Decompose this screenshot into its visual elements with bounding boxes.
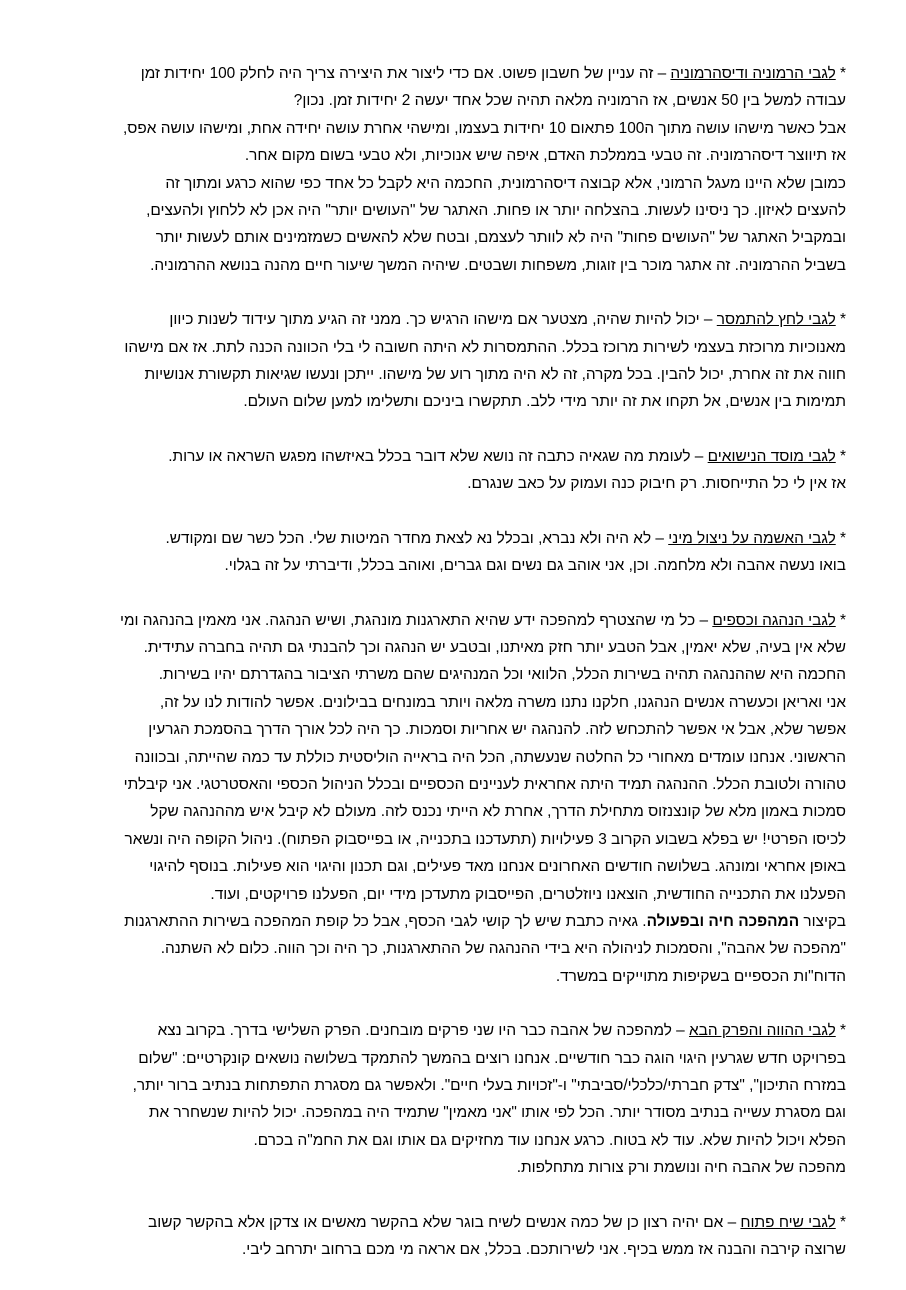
text-line — [90, 1045, 846, 1072]
text-line — [90, 908, 846, 935]
text-line — [90, 689, 846, 716]
text-line — [90, 881, 846, 908]
text-run: אני ואריאן וכעשרה אנשים הנהגנו, חלקנו נתנו משרה מלאה ויותר במונחים בבילונים. אפשר להודות לנו על זה, — [159, 693, 846, 711]
text-run: * — [835, 1022, 846, 1040]
text-line — [90, 443, 846, 470]
text-run: בקיצור — [799, 912, 846, 930]
text-run: . גאיה כתבת שיש לך קושי לגבי הכסף, אבל כל קופת המהפכה בשירות ההתארגנות — [124, 912, 647, 930]
section-heading: לגבי שיח פתוח — [740, 1213, 836, 1231]
text-line — [90, 1236, 846, 1263]
text-line — [90, 1209, 846, 1236]
text-line — [90, 826, 846, 853]
document-section — [90, 525, 846, 580]
text-line — [90, 771, 846, 798]
text-run: אז תיווצר דיסהרמוניה. זה טבעי בממלכת האדם, איפה שיש אנוכיות, ולא טבעי בשום מקום אחר. — [244, 147, 846, 165]
text-run: וגם מסגרת עשייה בנתיב מסודר יותר. הכל לפי אותו "אני מאמין" שתמיד היה במהפכה. יכול להיות שנשחרר את — [148, 1104, 846, 1122]
document-section — [90, 1209, 846, 1264]
text-run: הפעלנו את התכנייה החודשית, הוצאנו ניוזלטרים, הפייסבוק מתעדכן מידי יום, הפעלנו פרויקטים, ועוד. — [210, 885, 846, 903]
text-run: במזרח התיכון", "צדק חברתי/כלכלי/סביבתי" ו-"זכויות בעלי חיים". ולאפשר גם מסגרת התפתחות בנתיב ברור יותר, — [132, 1077, 846, 1094]
text-run: להעצים לאיזון. כך ניסינו לעשות. בהצלחה יותר או פחות. האתגר של "העושים יותר" היה אכן לא ללחוץ ולהעצים, — [146, 202, 846, 220]
text-line — [90, 1072, 846, 1099]
text-run: חווה את זה אחרת, יכול להבין. בכל מקרה, זה לא היה מתוך רוע של מישהו. ייתכן ונעשו שגיאות תקשורת אנושיות — [144, 366, 846, 384]
document-section — [90, 60, 846, 279]
section-heading: לגבי ההווה והפרק הבא — [689, 1022, 836, 1040]
text-run: – אם יהיה רצון כן של כמה אנשים לשיח בוגר שלא בהקשר מאשים או צדקן אלא בהקשר קשוב — [148, 1213, 741, 1231]
text-line — [90, 1017, 846, 1044]
text-run: הראשוני. אנחנו עומדים מאחורי כל החלטה שנעשתה, הכל היה בראייה הוליסטית כוללת עד כמה שהייתה, ובכוונה — [134, 748, 846, 766]
text-run: – יכול להיות שהיה, מצטער אם מישהו הרגיש כך. ממני זה הגיע מתוך עידוד לשנות כיוון — [169, 311, 717, 329]
text-line — [90, 252, 846, 279]
section-heading: לגבי מוסד הנישואים — [707, 447, 836, 465]
text-line — [90, 552, 846, 579]
text-line — [90, 60, 846, 87]
text-run: – לעומת מה שגאיה כתבה זה נושא שלא דובר בכלל באיזשהו מפגש השראה או ערות. — [168, 447, 708, 465]
text-line — [90, 87, 846, 114]
text-run: בפרויקט חדש שגרעין היגוי הוגה כבר חודשיים. אנחנו רוצים בהמשך להתמקד בשלושה נושאים קונקרטיים: "שלום — [138, 1049, 846, 1067]
text-line — [90, 525, 846, 552]
document-section — [90, 306, 846, 416]
bold-text: המהפכה חיה ובפעולה — [646, 912, 800, 930]
text-line — [90, 634, 846, 661]
text-line — [90, 115, 846, 142]
document-page — [90, 60, 846, 1290]
text-run: אפשר שלא, אבל אי אפשר להתכחש לזה. להנהגה יש אחריות וסמכות. כך היה לכל אורך הדרך בהסמכת הגרעין — [148, 721, 846, 739]
text-run: באופן אחראי ומונהג. בשלושה חודשים האחרונים אנחנו מאד פעילים, וגם תכנון והיגוי הוא פעילות. בנוסף להיגוי — [149, 858, 846, 876]
text-run: טהורה ולטובת הכלל. ההנהגה תמיד היתה אחראית לעניינים הכספיים ובכלל הניהול הכספי והאסטרטגי. אני קיבלתי — [123, 775, 846, 793]
text-line — [90, 1099, 846, 1126]
text-run: תמימות בין אנשים, אל תקחו את זה יותר מידי ללב. תתקשרו ביניכם ותשלימו למען שלום העולם. — [243, 393, 846, 411]
text-run: אז אין לי כל התייחסות. רק חיבוק כנה ועמוק על כאב שנגרם. — [467, 475, 846, 493]
section-heading: לגבי הרמוניה ודיסהרמוניה — [670, 65, 836, 82]
text-line — [90, 716, 846, 743]
text-run: אבל כאשר מישהו עושה מתוך ה100 פתאום 10 יחידות בעצמו, ומישהי אחרת עושה יחידה אחת, ומישהו עושה אפס, — [123, 119, 846, 137]
text-run: בואו נעשה אהבה ולא מלחמה. וכן, אני אוהב גם נשים וגם גברים, ואוהב בכלל, ודיברתי על זה בגלוי. — [224, 557, 846, 575]
text-line — [90, 853, 846, 880]
text-line — [90, 224, 846, 251]
text-run: ובמקביל האתגר של "העושים פחות" היה לא לוותר לעצמם, ובטח שלא להאשים כשמזמינים אותם לעשות יותר — [155, 229, 846, 247]
text-run: עבודה למשל בין 50 אנשים, אז הרמוניה מלאה תהיה שכל אחד יעשה 2 יחידות זמן. נכון? — [293, 92, 846, 110]
text-run: כמובן שלא היינו מעגל הרמוני, אלא קבוצה דיסהרמונית, החכמה היא לקבל כל אחד כפי שהוא כרגע ומתוך זה — [165, 174, 846, 192]
text-run: מאנוכיות מרוכזת בעצמי לשירות מרוכז בכלל. ההתמסרות לא היתה חשובה לי בלי הכוונה הכנה לתת. אז אם מישהו — [124, 338, 846, 356]
document-section — [90, 443, 846, 498]
text-run: שרוצה קירבה והבנה אז ממש בכיף. אני לשירותכם. בכלל, אם אראה מי מכם ברחוב יתרחב ליבי. — [241, 1241, 846, 1259]
text-run: החכמה היא שההנהגה תהיה בשירות הכלל, הלוואי וכל המנהיגים שהם משרתי הציבור בהגדרתם יהיו בשירות. — [158, 666, 846, 684]
text-line — [90, 361, 846, 388]
text-run: סמכות באמון מלא של קונצנזוס מתחילת הדרך, אחרת לא הייתי נכנס לזה. מעולם לא קיבל איש מההנהגה שקל — [150, 803, 846, 821]
document-section — [90, 1017, 846, 1181]
text-line — [90, 744, 846, 771]
text-run: הדוח"ות הכספיים בשקיפות מתוייקים במשרד. — [555, 967, 846, 985]
section-heading: לגבי הנהגה וכספים — [712, 611, 836, 629]
text-run: "מהפכה של אהבה", והסמכות לניהולה היא בידי ההנהגה של ההתארגנות, כך היה וכך הווה. כלום לא השתנה. — [160, 940, 846, 958]
text-line — [90, 935, 846, 962]
text-line — [90, 197, 846, 224]
text-run: – למהפכה של אהבה כבר היו שני פרקים מובחנים. הפרק השלישי בדרך. בקרוב נצא — [157, 1022, 690, 1040]
text-run: * — [835, 1213, 846, 1231]
text-line — [90, 388, 846, 415]
document-section — [90, 607, 846, 991]
text-line — [90, 963, 846, 990]
text-line — [90, 170, 846, 197]
text-run: מהפכה של אהבה חיה ונושמת ורק צורות מתחלפות. — [516, 1159, 846, 1177]
section-heading: לגבי לחץ להתמסר — [716, 311, 836, 329]
text-line — [90, 1154, 846, 1181]
text-run: * — [835, 311, 846, 329]
text-run: לכיסו הפרטי! יש בפלא בשבוע הקרוב 3 פעילויות (תתעדכנו בתכנייה, או בפייסבוק הפתוח). ניהול הקופה היה ונשאר — [124, 830, 846, 848]
text-line — [90, 798, 846, 825]
text-run: * — [835, 447, 846, 465]
text-line — [90, 1127, 846, 1154]
text-line — [90, 306, 846, 333]
text-run: שלא אין בעיה, שלא יאמין, אבל הטבע יותר חזק מאיתנו, ובטבע יש הנהגה וכך להבנתי גם תהיה בחברה עתידית. — [143, 638, 846, 656]
text-run: בשביל ההרמוניה. זה אתגר מוכר בין זוגות, משפחות ושבטים. שיהיה המשך שיעור חיים מהנה בנושא ההרמוניה. — [150, 256, 846, 274]
text-run: הפלא ויכול להיות שלא. עוד לא בטוח. כרגע אנחנו עוד מחזיקים גם אותו וגם את החמ"ה בכרם. — [253, 1131, 846, 1149]
text-line — [90, 142, 846, 169]
text-line — [90, 661, 846, 688]
section-heading: לגבי האשמה על ניצול מיני — [668, 529, 836, 547]
text-run: – זה עניין של חשבון פשוט. אם כדי ליצור את היצירה צריך היה לחלק 100 יחידות זמן — [140, 65, 671, 82]
text-line — [90, 334, 846, 361]
text-line — [90, 607, 846, 634]
text-run: * — [835, 529, 846, 547]
text-run: * — [835, 611, 846, 629]
text-line — [90, 470, 846, 497]
text-run: * — [835, 65, 846, 82]
text-run: – כל מי שהצטרף למהפכה ידע שהיא התארגנות מונהגת, ושיש הנהגה. אני מאמין בהנהגה ומי — [119, 611, 713, 629]
text-run: – לא היה ולא נברא, ובכלל נא לצאת מחדר המיטות שלי. הכל כשר שם ומקודש. — [165, 529, 669, 547]
